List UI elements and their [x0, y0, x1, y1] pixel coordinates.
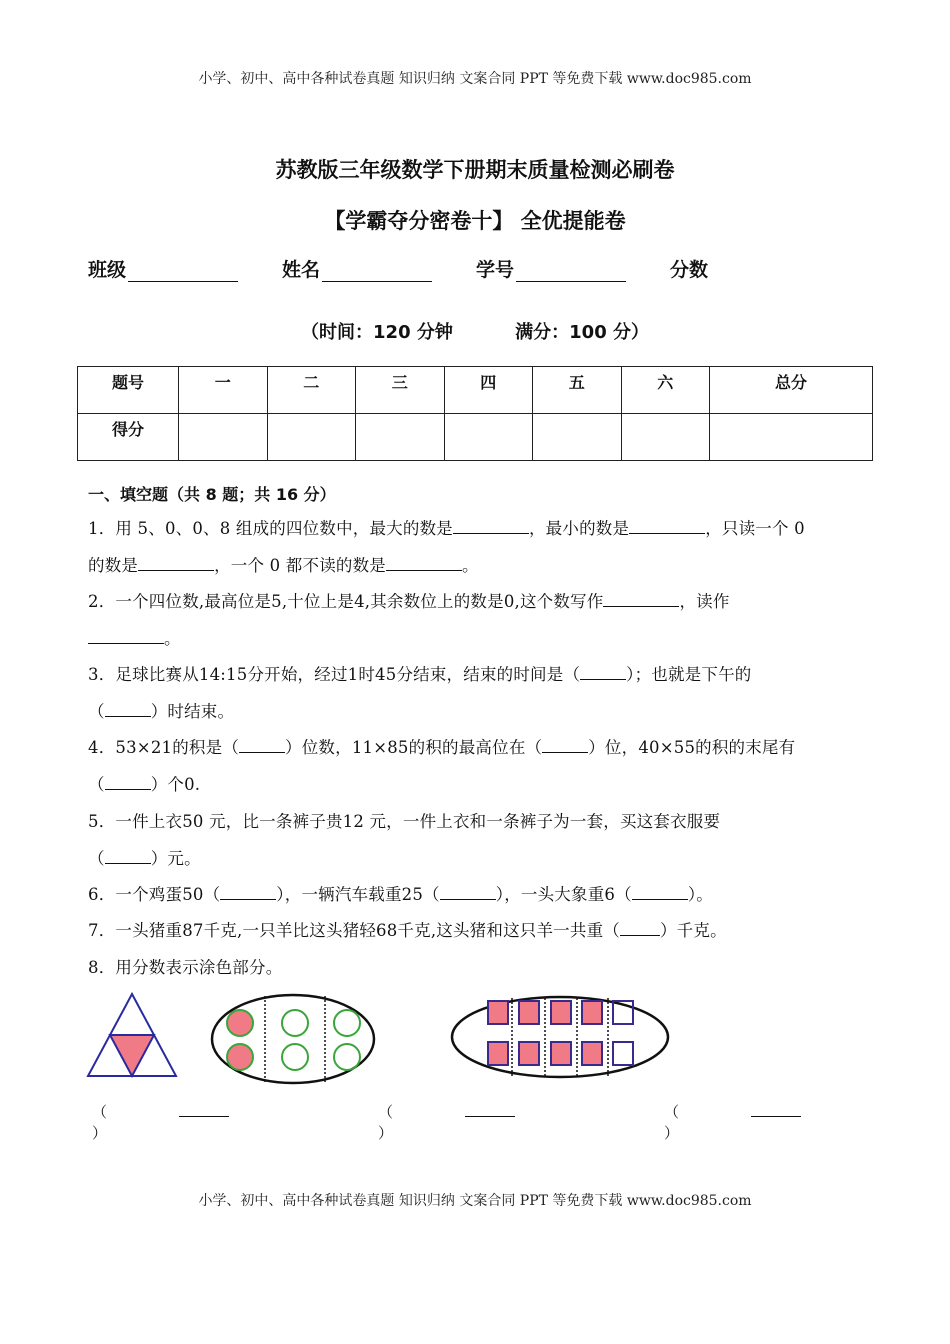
- table-header-cell: 五: [533, 367, 622, 414]
- score-cell[interactable]: [179, 414, 268, 461]
- question-5: 5．一件上衣50 元，比一条裤子贵12 元，一件上衣和一条裤子为一套，买这套衣服要 （ ）元。: [88, 812, 721, 868]
- shaded-circle: [227, 1044, 253, 1070]
- time-info: [0, 318, 950, 344]
- table-header-cell: 四: [444, 367, 533, 414]
- answer-blank[interactable]: [105, 845, 151, 864]
- fraction-answer-1[interactable]: （）: [92, 1098, 306, 1143]
- score-cell[interactable]: [621, 414, 710, 461]
- table-header-cell: 题号: [78, 367, 179, 414]
- table-header-cell: 三: [356, 367, 445, 414]
- name-field[interactable]: 姓名: [282, 255, 432, 282]
- fraction-figures: [82, 990, 682, 1090]
- table-header-cell: 二: [267, 367, 356, 414]
- answer-blank[interactable]: [220, 881, 276, 900]
- question-1: 1．用 5、0、0、8 组成的四位数中，最大的数是 ，最小的数是 ，只读一个 0 的数是 ，一个 0 都不读的数是 。: [88, 510, 868, 584]
- answer-blank[interactable]: [440, 881, 496, 900]
- fraction-answer-3[interactable]: （）: [664, 1098, 878, 1143]
- question-7: 7．一头猪重87千克,一只羊比这头猪轻68千克,这头猪和这只羊一共重（ ）千克。: [88, 912, 868, 949]
- score-cell[interactable]: [710, 414, 873, 461]
- empty-circle: [282, 1010, 308, 1036]
- class-field[interactable]: 班级: [88, 255, 238, 282]
- section-title: 一、填空题（共 8 题；共 16 分）: [88, 485, 336, 504]
- question-8: 8．用分数表示涂色部分。: [88, 958, 283, 977]
- question-6: 6．一个鸡蛋50（ ），一辆汽车载重25（ ），一头大象重6（ ）。: [88, 876, 868, 913]
- shaded-circle: [227, 1010, 253, 1036]
- answer-blank[interactable]: [239, 734, 285, 753]
- answer-blank[interactable]: [88, 625, 164, 644]
- answer-blank[interactable]: [580, 661, 626, 680]
- question-3: 3．足球比赛从14:15分开始，经过1时45分结束，结束的时间是（ ）；也就是下午的 （ ）时结束。: [88, 656, 868, 730]
- answer-blank[interactable]: [105, 698, 151, 717]
- fraction-answer-row: [92, 1098, 950, 1143]
- time-limit: （时间：120 分钟: [301, 322, 453, 343]
- score-cell[interactable]: [533, 414, 622, 461]
- shaded-triangle: [110, 1035, 154, 1076]
- table-header-cell: 总分: [710, 367, 873, 414]
- score-cell[interactable]: [356, 414, 445, 461]
- answer-blank[interactable]: [632, 881, 688, 900]
- exam-subtitle: 【学霸夺分密卷十】 全优提能卷: [324, 209, 626, 233]
- student-id-field[interactable]: 学号: [476, 255, 626, 282]
- empty-circle: [334, 1044, 360, 1070]
- page-header: 小学、初中、高中各种试卷真题 知识归纳 文案合同 PPT 等免费下载 www.doc985.com: [198, 71, 752, 87]
- score-table-header-row: [78, 367, 873, 414]
- answer-blank[interactable]: [620, 917, 660, 936]
- question-2: 2．一个四位数,最高位是5,十位上是4,其余数位上的数是0,这个数写作 ，读作 。: [88, 583, 868, 657]
- score-table-score-row: [78, 414, 873, 461]
- page-footer: 小学、初中、高中各种试卷真题 知识归纳 文案合同 PPT 等免费下载 www.doc985.com: [198, 1193, 752, 1209]
- squares-figure: [452, 997, 668, 1078]
- answer-blank[interactable]: [542, 734, 588, 753]
- answer-blank[interactable]: [386, 552, 462, 571]
- score-table: [77, 366, 873, 461]
- answer-blank[interactable]: [603, 588, 679, 607]
- score-cell[interactable]: [444, 414, 533, 461]
- score-cell[interactable]: [267, 414, 356, 461]
- full-score: 满分：100 分）: [515, 322, 649, 343]
- empty-circle: [334, 1010, 360, 1036]
- exam-title: 苏教版三年级数学下册期末质量检测必刷卷: [275, 158, 675, 182]
- answer-blank[interactable]: [629, 515, 705, 534]
- answer-blank[interactable]: [138, 552, 214, 571]
- answer-blank[interactable]: [453, 515, 529, 534]
- empty-circle: [282, 1044, 308, 1070]
- table-header-cell: 六: [621, 367, 710, 414]
- score-field: 分数: [670, 259, 709, 281]
- question-4: 4．53×21的积是（ ）位数，11×85的积的最高位在（ ）位，40×55的积的末尾有 （ ）个0.: [88, 729, 868, 803]
- answer-blank[interactable]: [105, 771, 151, 790]
- fraction-answer-2[interactable]: （）: [378, 1098, 592, 1143]
- circles-figure: [212, 995, 374, 1083]
- table-header-cell: 一: [179, 367, 268, 414]
- triangle-figure: [88, 994, 176, 1076]
- table-row-label: 得分: [78, 414, 179, 461]
- student-info-row: [88, 255, 888, 282]
